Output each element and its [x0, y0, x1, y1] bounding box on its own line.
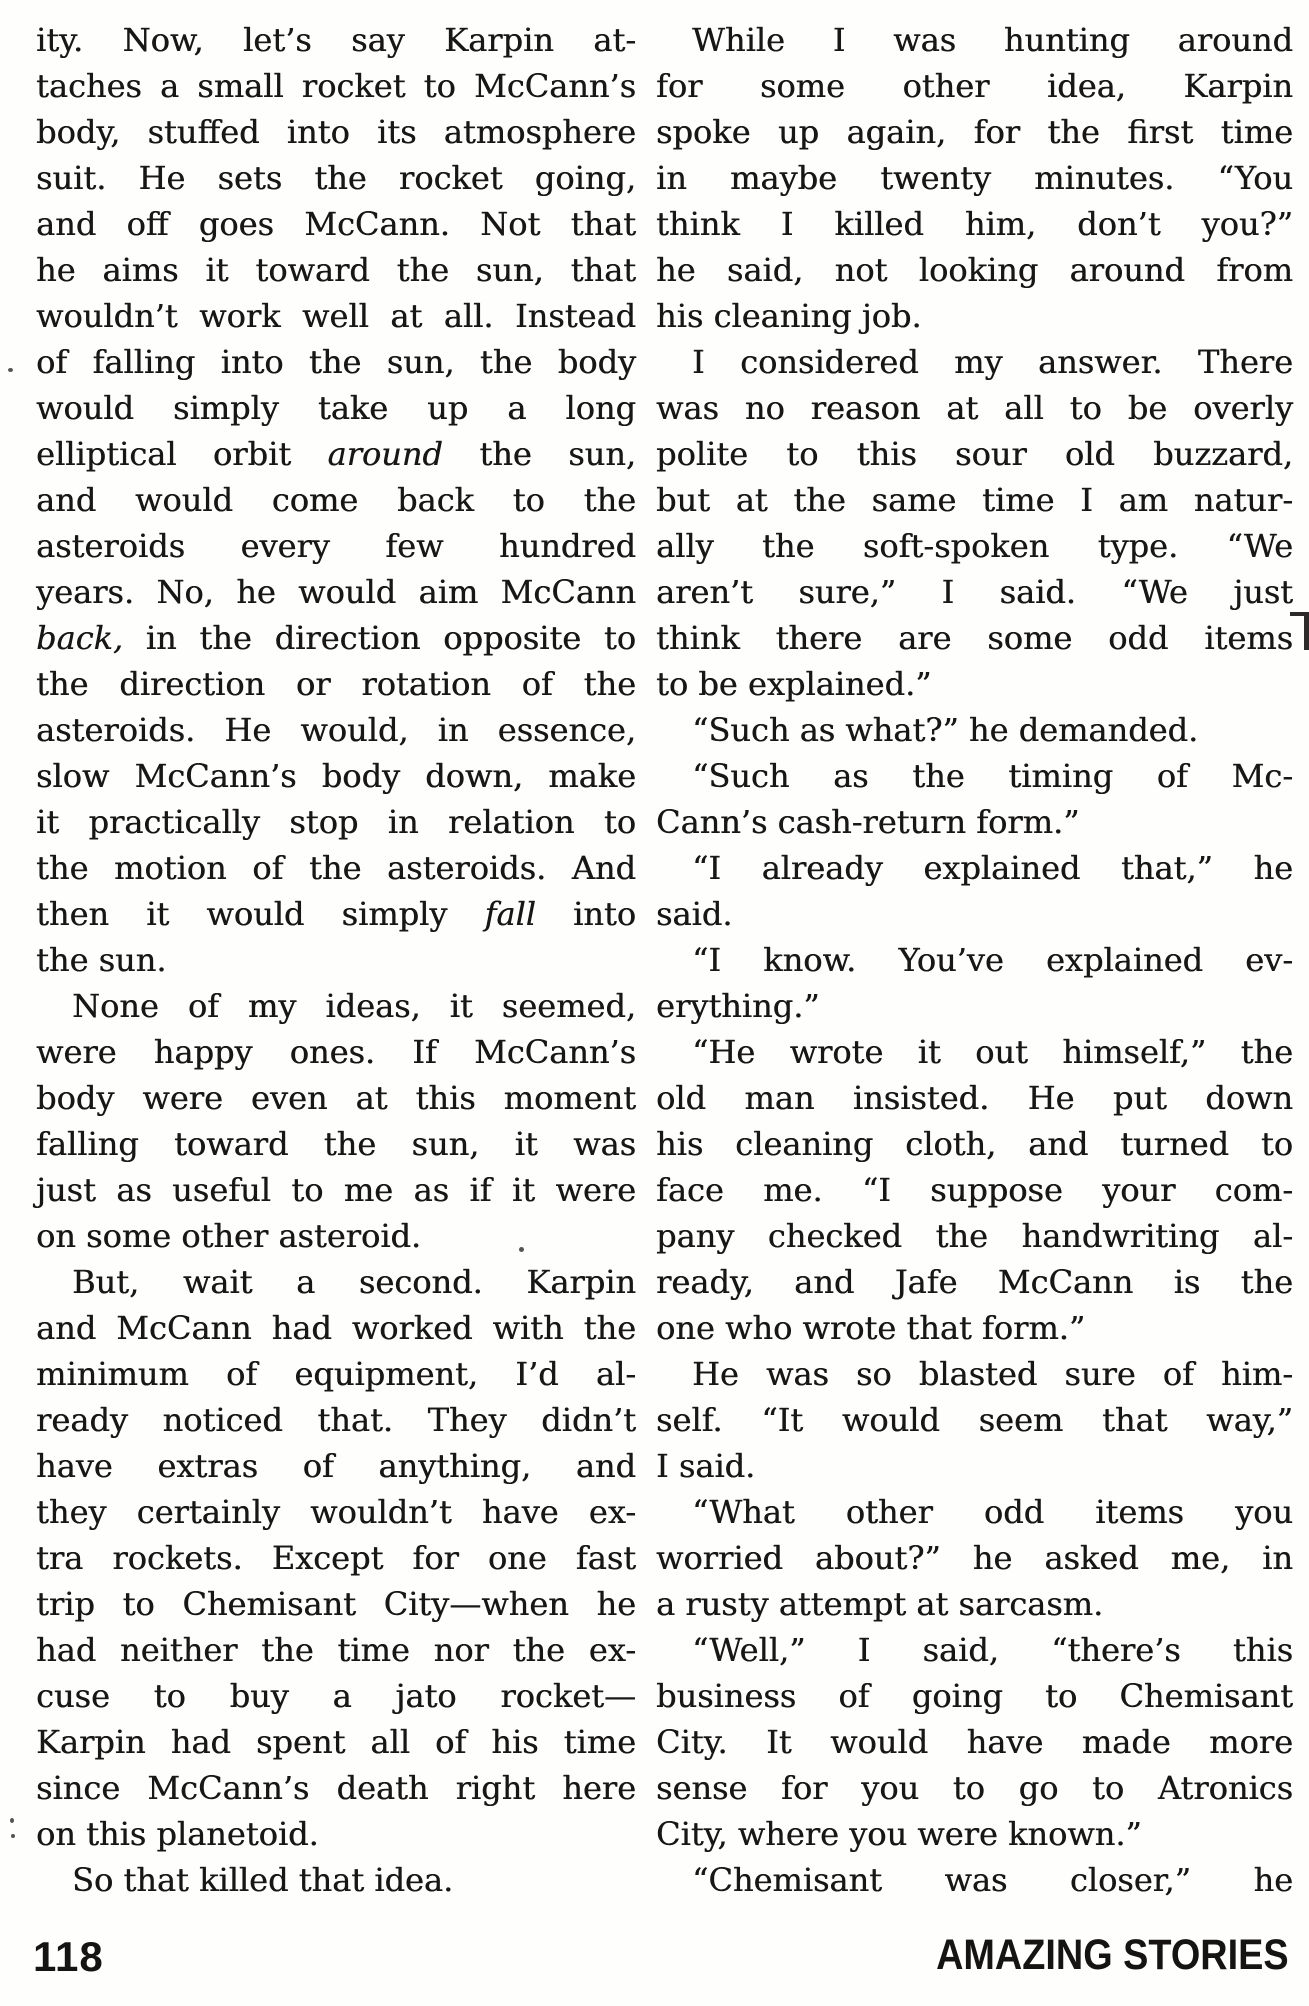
text-line: then it would simply fall into	[36, 895, 637, 933]
text-line: self. “It would seem that way,”	[656, 1401, 1293, 1439]
text-line: trip to Chemisant City—when he	[36, 1585, 636, 1623]
text-line: was no reason at all to be overly	[656, 389, 1293, 427]
scan-artifact	[1290, 612, 1309, 650]
text-line: body were even at this moment	[36, 1079, 636, 1117]
text-line: taches a small rocket to McCann’s	[36, 67, 636, 105]
text-line: slow McCann’s body down, make	[36, 757, 636, 795]
text-line: his cleaning cloth, and turned to	[656, 1125, 1293, 1163]
text-line: but at the same time I am natur-	[656, 481, 1293, 519]
text-line: old man insisted. He put down	[656, 1079, 1293, 1117]
text-line: had neither the time nor the ex-	[36, 1631, 636, 1669]
text-line: suit. He sets the rocket going,	[36, 159, 636, 197]
text-line: “Well,” I said, “there’s this	[692, 1631, 1293, 1669]
page-number: 118	[33, 1933, 104, 1980]
text-line: polite to this sour old buzzard,	[656, 435, 1293, 473]
text-line: think I killed him, don’t you?”	[656, 205, 1293, 243]
text-line: “I know. You’ve explained ev-	[692, 941, 1293, 979]
text-line: wouldn’t work well at all. Instead	[36, 297, 636, 335]
text-line: He was so blasted sure of him-	[692, 1355, 1293, 1393]
text-line: elliptical orbit around the sun,	[36, 435, 636, 473]
text-line: on this planetoid.	[36, 1815, 319, 1853]
text-line: he said, not looking around from	[656, 251, 1293, 289]
magazine-title: AMAZING STORIES	[936, 1931, 1289, 1979]
text-line: of falling into the sun, the body	[36, 343, 636, 381]
text-line: falling toward the sun, it was	[36, 1125, 636, 1163]
text-line: one who wrote that form.”	[656, 1309, 1086, 1347]
text-line: sense for you to go to Atronics	[656, 1769, 1293, 1807]
scan-speckle	[8, 368, 13, 372]
text-line: his cleaning job.	[656, 297, 922, 335]
text-line: While I was hunting around	[692, 21, 1293, 59]
text-line: “Such as what?” he demanded.	[692, 711, 1199, 749]
text-line: ity. Now, let’s say Karpin at-	[36, 21, 636, 59]
text-line: the sun.	[36, 941, 167, 979]
text-line: “What other odd items you	[692, 1493, 1293, 1531]
text-line: ally the soft-spoken type. “We	[656, 527, 1293, 565]
text-line: “Such as the timing of Mc-	[692, 757, 1293, 795]
left-text-column	[36, 17, 636, 1903]
text-line: I considered my answer. There	[692, 343, 1293, 381]
text-line: the direction or rotation of the	[36, 665, 636, 703]
text-line: just as useful to me as if it were	[36, 1171, 636, 1209]
text-line: the motion of the asteroids. And	[36, 849, 636, 887]
text-line: City. It would have made more	[656, 1723, 1293, 1761]
right-text-column	[656, 17, 1293, 1903]
text-line: “I already explained that,” he	[692, 849, 1293, 887]
text-line: think there are some odd items	[656, 619, 1293, 657]
text-line: “Chemisant was closer,” he	[692, 1861, 1293, 1899]
text-line: and McCann had worked with the	[36, 1309, 636, 1347]
text-line: “He wrote it out himself,” the	[692, 1033, 1293, 1071]
text-line: worried about?” he asked me, in	[656, 1539, 1293, 1577]
text-line: spoke up again, for the first time	[656, 113, 1293, 151]
text-line: Cann’s cash-return form.”	[656, 803, 1080, 841]
text-line: for some other idea, Karpin	[656, 67, 1293, 105]
text-line: have extras of anything, and	[36, 1447, 636, 1485]
text-line: pany checked the handwriting al-	[656, 1217, 1293, 1255]
text-line: asteroids every few hundred	[36, 527, 636, 565]
text-line: I said.	[656, 1447, 756, 1485]
text-line: minimum of equipment, I’d al-	[36, 1355, 636, 1393]
text-line: ready noticed that. They didn’t	[36, 1401, 636, 1439]
scan-speckle	[519, 1247, 524, 1252]
text-line: years. No, he would aim McCann	[36, 573, 636, 611]
text-line: since McCann’s death right here	[36, 1769, 636, 1807]
text-line: to be explained.”	[656, 665, 932, 703]
text-line: tra rockets. Except for one fast	[36, 1539, 636, 1577]
text-line: business of going to Chemisant	[656, 1677, 1293, 1715]
text-line: Karpin had spent all of his time	[36, 1723, 636, 1761]
text-line: asteroids. He would, in essence,	[36, 711, 636, 749]
text-line: it practically stop in relation to	[36, 803, 636, 841]
text-line: City, where you were known.”	[656, 1815, 1142, 1853]
text-line: face me. “I suppose your com-	[656, 1171, 1293, 1209]
text-line: they certainly wouldn’t have ex-	[36, 1493, 636, 1531]
text-line: were happy ones. If McCann’s	[36, 1033, 636, 1071]
text-line: said.	[656, 895, 733, 933]
text-line: But, wait a second. Karpin	[72, 1263, 636, 1301]
text-line: ready, and Jafe McCann is the	[656, 1263, 1293, 1301]
text-line: aren’t sure,” I said. “We just	[656, 573, 1293, 611]
text-line: body, stuffed into its atmosphere	[36, 113, 636, 151]
text-line: would simply take up a long	[36, 389, 636, 427]
text-line: a rusty attempt at sarcasm.	[656, 1585, 1104, 1623]
text-line: None of my ideas, it seemed,	[72, 987, 636, 1025]
text-line: So that killed that idea.	[72, 1861, 454, 1899]
text-line: in maybe twenty minutes. “You	[656, 159, 1293, 197]
text-line: erything.”	[656, 987, 820, 1025]
text-line: on some other asteroid.	[36, 1217, 422, 1255]
text-line: back, in the direction opposite to	[36, 619, 636, 657]
scan-speckle	[10, 1818, 14, 1823]
text-line: he aims it toward the sun, that	[36, 251, 636, 289]
text-line: cuse to buy a jato rocket—	[36, 1677, 636, 1715]
text-line: and off goes McCann. Not that	[36, 205, 636, 243]
text-line: and would come back to the	[36, 481, 636, 519]
scan-speckle	[11, 1834, 15, 1838]
